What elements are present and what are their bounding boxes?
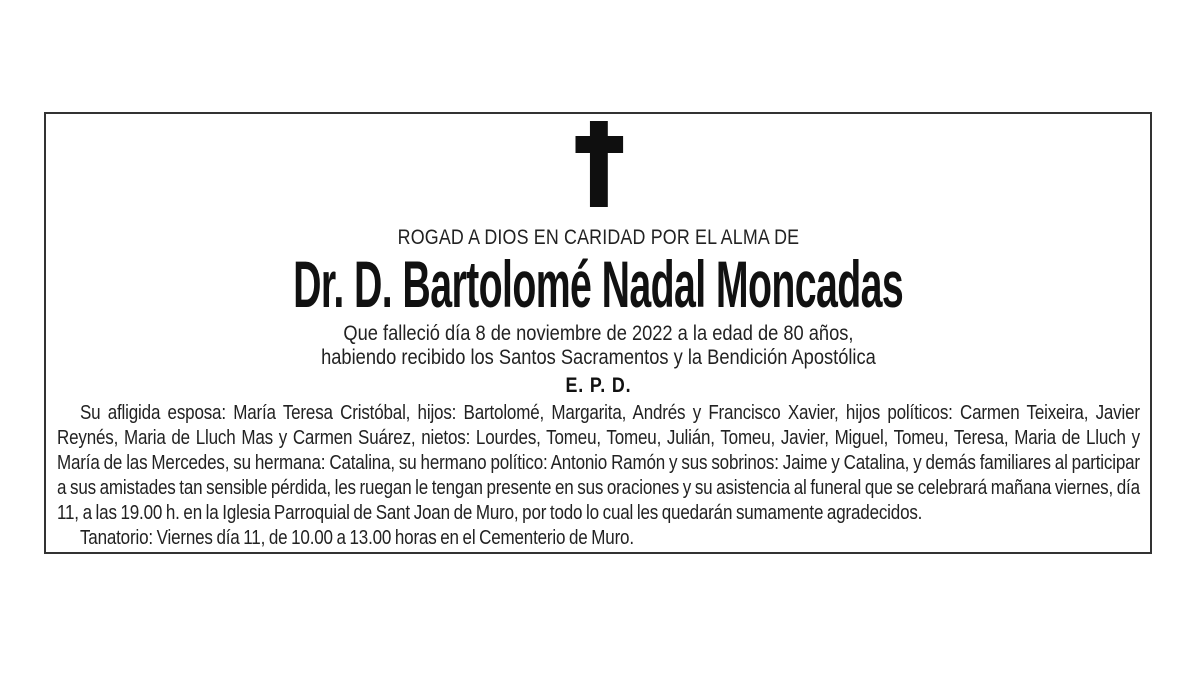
deceased-name-row <box>57 247 1140 321</box>
notice-content <box>57 121 1140 551</box>
tanatorio-line: Tanatorio: Viernes día 11, de 10.00 a 13.00 horas en el Cementerio de Muro. <box>79 527 634 549</box>
invocation-line: ROGAD A DIOS EN CARIDAD POR EL ALMA DE <box>397 226 800 249</box>
latin-cross-icon <box>590 121 608 207</box>
family-paragraph: Su afligida esposa: María Teresa Cristóbal, hijos: Bartolomé, Margarita, Andrés y Francisco Xavier, hijos políticos: Carmen Teixeira, Javier Reynés, Maria de Lluch Mas y Carmen Suárez, nietos: Lourdes, Tomeu, Tomeu, Julián, Tomeu, Javier, Miguel, Tomeu, Teresa, Maria de Lluch y María de las Mercedes, su hermana: Catalina, su hermano político: Antonio Ramón y sus sobrinos: Jaime y Catalina, y demás familiares al participar a sus amistades tan sensible pérdida, les ruegan le tengan presente en sus oraciones y su asistencia al funeral que se celebrará mañana viernes, día 11, a las 19.00 h. en la Iglesia Parroquial de Sant Joan de Muro, por todo lo cual les quedarán sumamente agradecidos. <box>57 402 1140 524</box>
epd-line: E. P. D. <box>565 374 632 397</box>
deceased-name: Dr. D. Bartolomé Nadal Moncadas <box>293 247 904 321</box>
obituary-notice <box>44 112 1152 554</box>
death-date-line: Que falleció día 8 de noviembre de 2022 a la edad de 80 años, <box>343 321 854 345</box>
sacraments-line: habiendo recibido los Santos Sacramentos y la Bendición Apostólica <box>321 345 876 369</box>
